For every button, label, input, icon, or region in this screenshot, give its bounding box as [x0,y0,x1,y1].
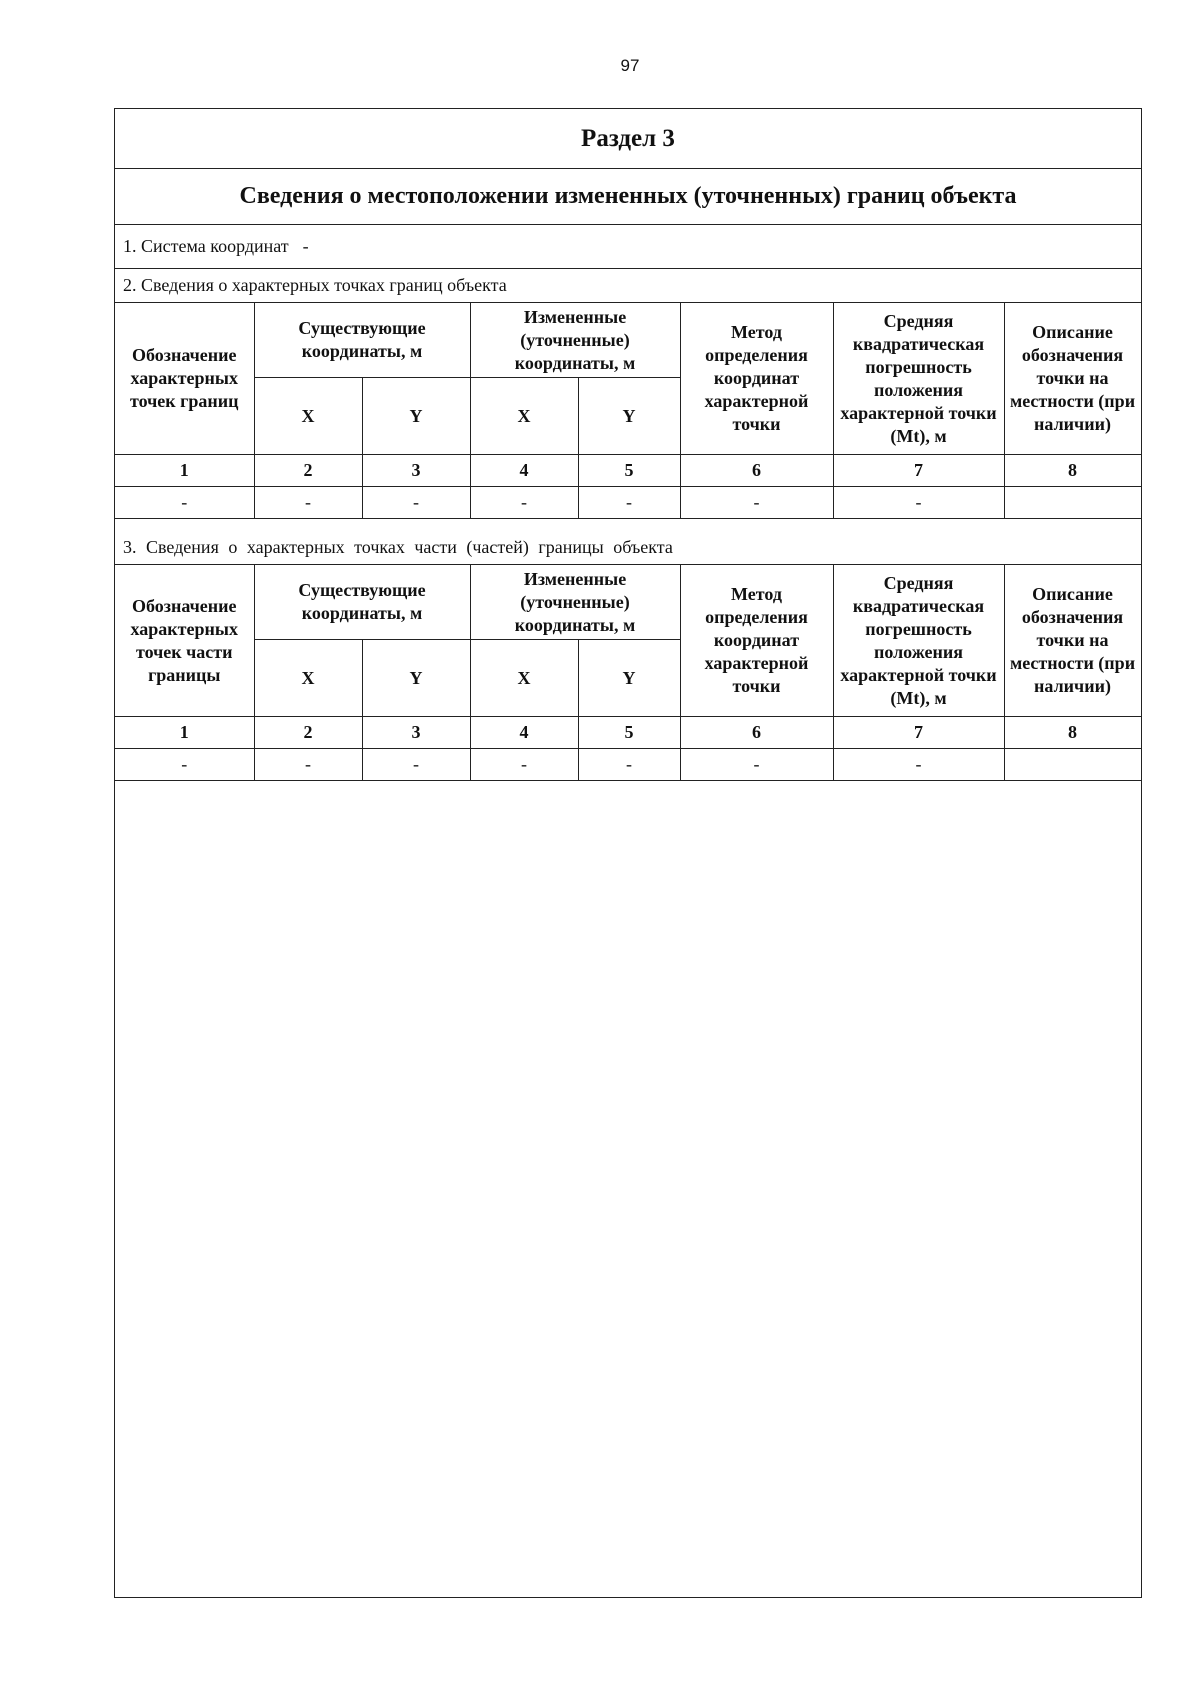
table-cell: - [680,749,833,781]
changed-coords-header: Измененные (уточненные) координаты, м [470,565,680,640]
error-header: Средняя квадратическая погрешность положения характерной точки (Mt), м [833,303,1004,455]
part-points-table-title: 3. Сведения о характерных точках части (частей) границы объекта [115,531,1141,565]
column-number: 1 [115,455,254,487]
existing-x-header: X [254,640,362,717]
method-header: Метод определения координат характерной точки [680,303,833,455]
column-number: 3 [362,717,470,749]
column-number: 8 [1004,455,1141,487]
table-cell: - [115,749,254,781]
changed-x-header: X [470,640,578,717]
column-number: 7 [833,455,1004,487]
column-number: 7 [833,717,1004,749]
table-cell: - [254,487,362,519]
table-cell: - [578,749,680,781]
column-number: 2 [254,717,362,749]
points-table-title: 2. Сведения о характерных точках границ объекта [115,269,1141,303]
table-row [115,487,1141,519]
part-points-table [115,565,1142,781]
column-number: 8 [1004,717,1141,749]
coordinate-system-label: 1. Система координат [123,236,289,256]
existing-y-header: Y [362,378,470,455]
table-cell [1004,749,1141,781]
changed-x-header: X [470,378,578,455]
column-number: 6 [680,455,833,487]
coordinate-system-row [115,225,1141,269]
description-header: Описание обозначения точки на местности (при наличии) [1004,565,1141,717]
column-number: 1 [115,717,254,749]
coordinate-system-value: - [302,236,309,256]
column-number: 5 [578,455,680,487]
table-cell [1004,487,1141,519]
changed-y-header: Y [578,640,680,717]
table-cell: - [362,749,470,781]
description-header: Описание обозначения точки на местности (при наличии) [1004,303,1141,455]
table-cell: - [833,749,1004,781]
header-row [115,565,1141,640]
changed-y-header: Y [578,378,680,455]
points-table [115,303,1142,519]
error-header: Средняя квадратическая погрешность положения характерной точки (Mt), м [833,565,1004,717]
table-cell: - [833,487,1004,519]
column-number: 4 [470,717,578,749]
column-number-row [115,717,1141,749]
section-subtitle: Сведения о местоположении измененных (уточненных) границ объекта [115,169,1141,225]
changed-coords-header: Измененные (уточненные) координаты, м [470,303,680,378]
method-header: Метод определения координат характерной точки [680,565,833,717]
table-cell: - [115,487,254,519]
column-number: 5 [578,717,680,749]
column-number: 2 [254,455,362,487]
column-number: 6 [680,717,833,749]
existing-x-header: X [254,378,362,455]
section-frame [114,108,1142,1598]
table-cell: - [578,487,680,519]
column-number-row [115,455,1141,487]
existing-coords-header: Существующие координаты, м [254,303,470,378]
table-cell: - [362,487,470,519]
page-number: 97 [620,56,640,75]
designation-header: Обозначение характерных точек границ [115,303,254,455]
header-row [115,303,1141,378]
designation-header: Обозначение характерных точек части границы [115,565,254,717]
section-title: Раздел 3 [115,109,1141,169]
table-cell: - [680,487,833,519]
existing-y-header: Y [362,640,470,717]
table-cell: - [470,749,578,781]
table-cell: - [254,749,362,781]
column-number: 4 [470,455,578,487]
existing-coords-header: Существующие координаты, м [254,565,470,640]
column-number: 3 [362,455,470,487]
table-cell: - [470,487,578,519]
table-row [115,749,1141,781]
